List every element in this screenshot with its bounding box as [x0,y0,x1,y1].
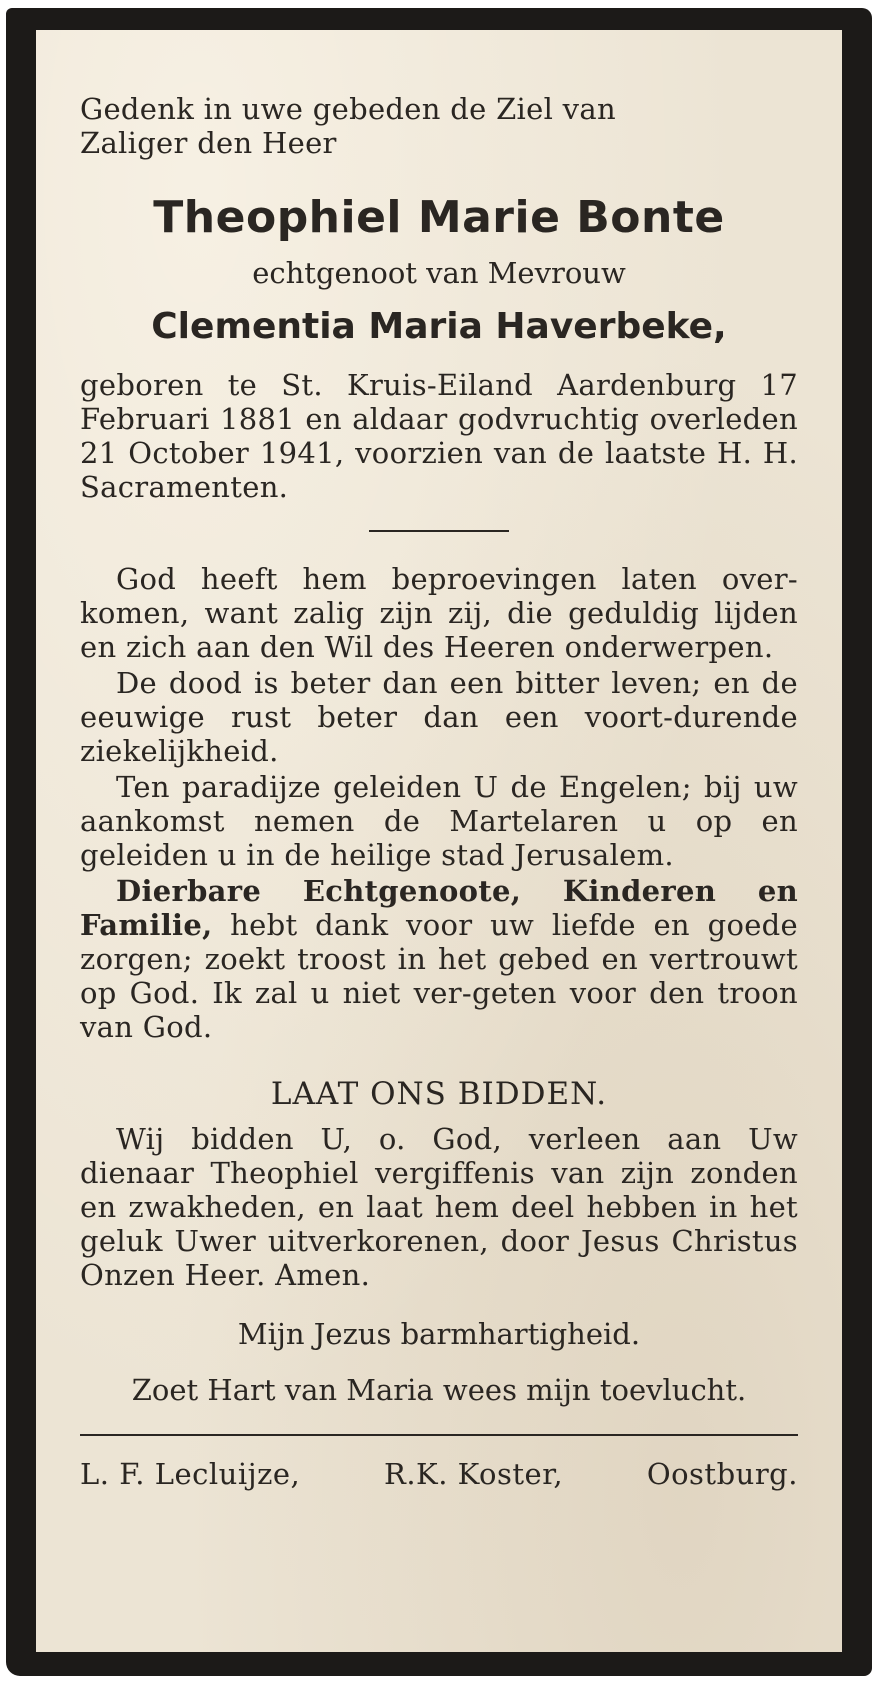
family-address: Dierbare Echtgenoote, Kinderen en Familie, [80,874,798,942]
intro-line-1: Gedenk in uwe gebeden de Ziel van [80,92,616,126]
family-text: hebt dank voor uw liefde en goede zorgen; zoekt troost in het gebed en vertrouwt op God. Ik zal u niet ver-geten voor den troon van God. [80,908,798,1044]
short-divider [369,530,509,532]
long-divider [80,1434,798,1436]
paragraph-family [80,874,798,1044]
intro-text [80,92,798,160]
invocation-heart: Zoet Hart van Maria wees mijn toevlucht. [131,1373,747,1407]
memorial-card-border [6,8,872,1676]
prayer-text: Wij bidden U, o. God, verleen aan Uw dienaar Theophiel vergiffenis van zijn zonden en zwakheden, en laat hem deel hebben in het geluk Uwer uitverkorenen, door Jesus Christus Onzen Heer. Amen. [80,1122,798,1292]
printer-place: Oostburg. [646,1457,798,1491]
invocation-mercy: Mijn Jezus barmhartigheid. [237,1317,641,1351]
printer-name: L. F. Lecluijze, [80,1457,301,1491]
paragraph-death: De dood is beter dan een bitter leven; en de eeuwige rust beter dan een voort-durende ziekelijkheid. [80,666,798,768]
spouse-intro: echtgenoot van Mevrouw [252,256,626,290]
paragraph-trials: God heeft hem beproevingen laten over-komen, want zalig zijn zij, die geduldig lijden en zich aan den Wil des Heeren onderwerpen. [80,562,798,664]
printer-role: R.K. Koster, [384,1457,564,1491]
printer-line [80,1456,798,1492]
deceased-name: Theophiel Marie Bonte [153,192,725,243]
paragraph-paradise: Ten paradijze geleiden U de Engelen; bij uw aankomst nemen de Martelaren u op en geleiden u in de heilige stad Jerusalem. [80,770,798,872]
memorial-card-paper [36,30,842,1652]
intro-line-2: Zaliger den Heer [80,126,337,160]
birth-death-text: geboren te St. Kruis-Eiland Aardenburg 17 Februari 1881 en aldaar godvruchtig overleden 21 October 1941, voorzien van de laatste H. H. Sacramenten. [80,368,798,504]
card-content [80,92,798,1492]
prayer-title: LAAT ONS BIDDEN. [270,1076,608,1112]
spouse-name: Clementia Maria Haverbeke, [151,306,727,347]
